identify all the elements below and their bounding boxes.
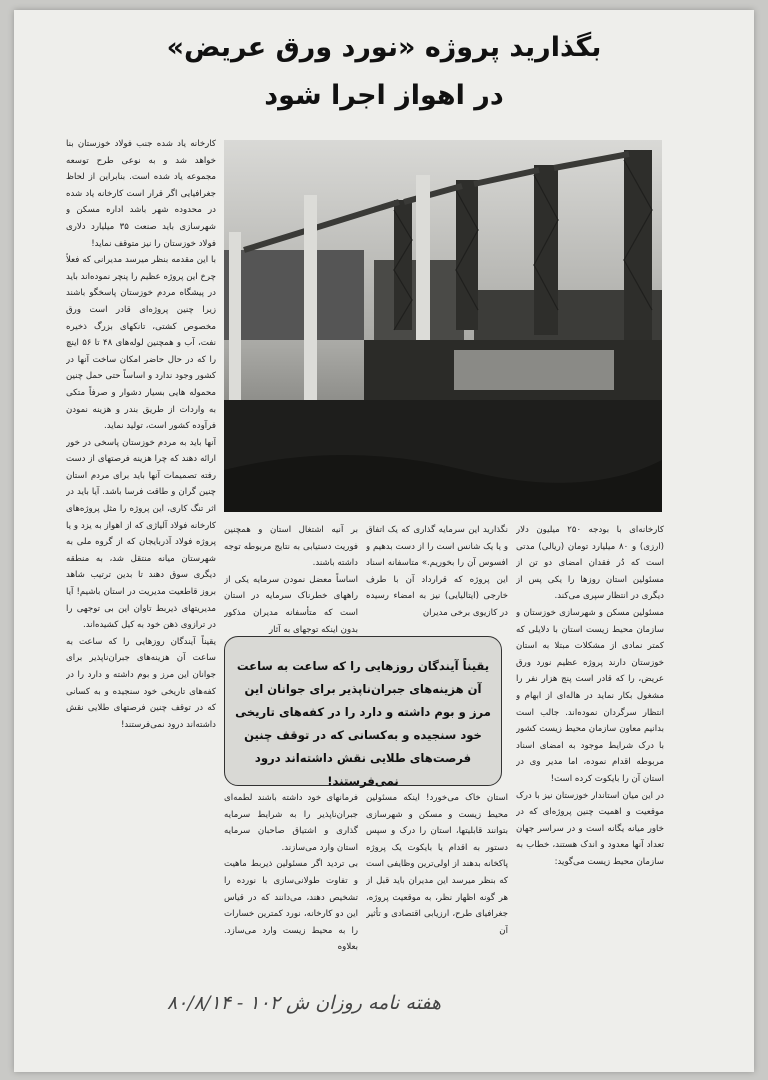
column-far-left: کارخانه یاد شده جنب فولاد خوزستان بنا خواهد شد و به نوعی طرح توسعه مجموعه یاد شده است. بنابراین از لحاظ جغرافیایی اگر قرار است کارخانه یاد شده در محدوده شهر باشد اداره مسکن و شهرسازی باید صنعت ۳۵ میلیارد دلاری فولاد خوزستان را نیز متوقف نماید! با این مقدمه بنظر میرسد مدیرانی که فعلاً چرخ این پروژه عظیم را پنچر نموده‌اند باید در پیشگاه مردم خوزستان پاسخگو باشند زیرا چنین پروژه‌ای قادر است ورق مخصوص کشتی، تانکهای بزرگ ذخیره نفت، آب و همچنین لوله‌های ۴۸ تا ۵۶ اینچ را که در حال حاضر امکان ساخت آنها در کشور وجود ندارد و اساساً حتی حمل چنین محموله هایی بسیار دشوار و صرفاً متکی به واردات از طریق بندر و هزینه نمودن فرآوده کشور است، تولید نماید. آنها باید به مردم خوزستان پاسخی در خور ارائه دهند که چرا هزینه فرصتهای از دست رفته تصمیمات آنها باید برای مردم استان چنین گران و طاقت فرسا باشد. آیا باید در اثر تنگ کاری، این پروژه را مثل پروژه‌های کارخانه فولاد آلیاژی که از اهواز به یزد و یا پروژه فولاد آذربایجان که از گروه ملی به شهرستان میانه منتقل شد، به منطقه دیگری سوق دهند تا بدین ترتیب شاهد بروز قاطعیت مدیریت در استان باشیم! آیا مدیریتهای ذیربط تاوان این بی توجهی را در ترازوی ذهن خود به کیل کشیده‌اند. یقیناً آیندگان روزهایی را که ساعت به ساعت آن هزینه‌های جبران‌ناپذیر برای جوانان این مرز و بوم داشته و دارد را در کفه‌های تاریخی خود سنجیده و به کسانی که در توقف چنین فرصتهای طلایی نقش داشته‌اند درود نمی‌فرستند!: [66, 139, 216, 730]
industrial-plant-illustration: [224, 140, 662, 512]
steel-plant-photo: [224, 140, 662, 512]
newspaper-page: [14, 10, 754, 1072]
column-left-top: بر آنیه اشتغال استان و همچنین فوریت دستیابی به نتایج مربوطه توجه داشته باشند. اساساً معضل نمودن سرمایه یکی از راههای خطرناک سرمایه در استان است که متأسفانه مدیران مذکور بدون اینکه توجهای به آثار: [224, 525, 358, 634]
column-left-bottom: فرمانهای خود داشته باشند لطمه‌ای جبران‌ناپذیر را به شرایط سرمایه گذاری و اشتیاق صاحبان سرمایه استان وارد می‌سازند. بی تردید اگر مسئولین ذیربط ماهیت و تفاوت طولانی‌سازی با نورده را تشخیص دهند، می‌دانند که در قیاس این دو کارخانه، نورد کمترین خسارات را به محیط زیست وارد می‌سازد. بعلاوه: [224, 793, 358, 953]
headline-line-2: در اهواز اجرا شود: [264, 80, 504, 111]
column-right: کارخانه‌ای با بودجه ۲۵۰ میلیون دلار (ارزی) و ۸۰ میلیارد تومان (ریالی) مدتی است که دُر فقدان امضای دو تن از مسئولین استان روزها را یکی پس از دیگری در انتظار سپری می‌کند. مسئولین مسکن و شهرسازی خوزستان و سازمان محیط زیست استان با دلایلی که کمتر نمادی از مشکلات مبتلا به استان خوزستان دارند پروژه عظیم نورد ورق عریض، را که قادر است پنج هزار نفر را مشغول بکار نماید در هاله‌ای از ابهام و انتظار سرگردان نموده‌اند. جالب است بدانیم معاون سازمان محیط زیست کشور با درک شرایط موجود به امضای اسناد مربوطه اقدام نموده، اما مدیر وی در استان آن را بایکوت کرده است! در این میان استاندار خوزستان نیز با درک موقعیت و اهمیت چنین پروژه‌ای که در خاور میانه یگانه است و در سراسر جهان تعداد آنها معدود و اندک هستند، خطاب به سازمان محیط زیست می‌گوید:: [516, 525, 664, 867]
headline-line-1: بگذارید پروژه «نورد ورق عریض»: [166, 32, 602, 63]
pull-quote-box: یقیناً آیندگان روزهایی را که ساعت به ساعت آن هزینه‌های جبران‌ناپذیر برای جوانان این مرز و بوم داشته و دارد را در کفه‌های تاریخی خود سنجیده و به‌کسانی که در توقف چنین فرصت‌های طلایی نقش داشته‌اند درود نمی‌فرستند!: [224, 636, 502, 786]
handwritten-source-note: هفته نامه روزان ش ۱۰۲ - ۸۰/۸/۱۴: [166, 992, 442, 1014]
column-middle-bottom: استان خاک می‌خورد! اینکه مسئولین محیط زیست و مسکن و شهرسازی بتوانند قابلیتها، استان را درک و سپس دستور به اقدام یا بایکوت یک پروژه پاکخانه بدهند از اولی‌ترین وظایفی است که بنظر میرسد این مدیران باید قبل از هر گونه اظهار نظر، به موقعیت پروژه، جغرافیای طرح، ارزیابی اقتصادی و تأثیر آن: [366, 793, 508, 936]
column-middle-top: نگذارید این سرمایه گذاری که یک اتفاق و یا یک شانس است را از دست بدهیم و افسوس آن را بخوریم.» متاسفانه اسناد این پروژه که قرارداد آن با طرف خارجی (ایتالیایی) نیز به امضاء رسیده در کازیوی برخی مدیران: [366, 525, 508, 618]
